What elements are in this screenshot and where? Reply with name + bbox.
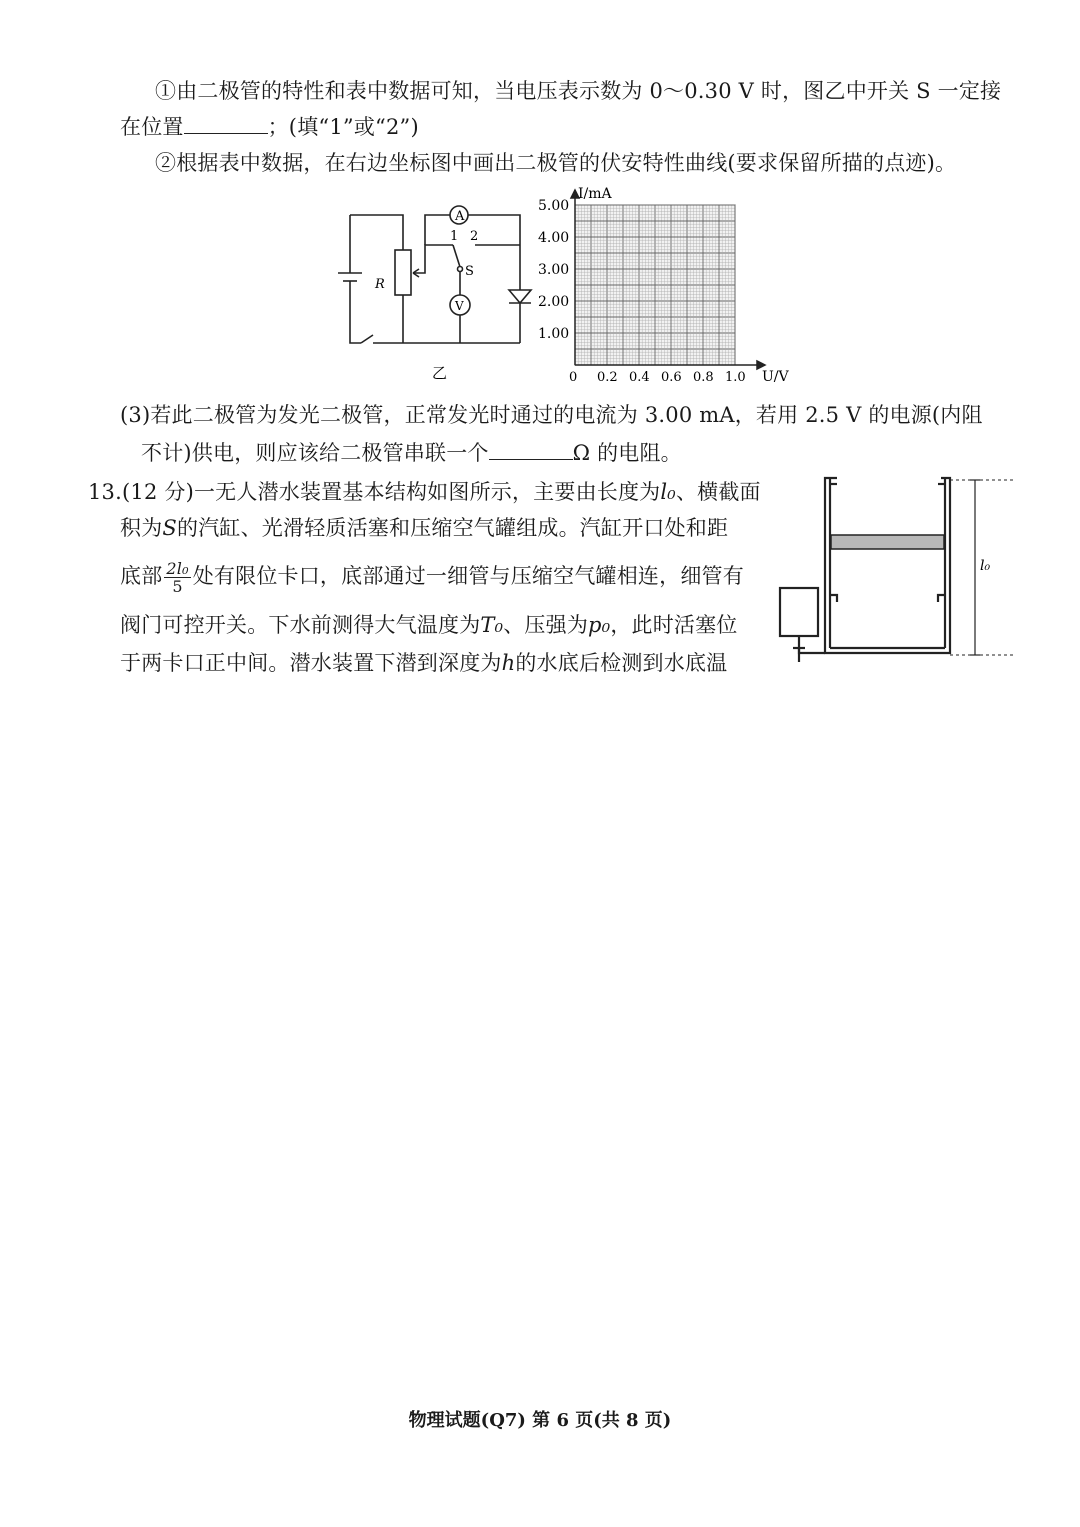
x-tick-label: 0.6: [661, 370, 682, 385]
x-tick-label: 0: [569, 370, 578, 385]
q13-line5: 于两卡口正中间。潜水装置下潜到深度为h的水底后检测到水底温: [120, 651, 728, 675]
fraction-2l0-over-5: $\frac{\text{2l₀}}{5}$: [166, 559, 189, 596]
x-tick-label: 0.4: [629, 370, 650, 385]
q13-line1: 13.(12 分)一无人潜水装置基本结构如图所示，主要由长度为l₀、横截面: [88, 480, 761, 504]
q13-line4: 阀门可控开关。下水前测得大气温度为T₀、压强为p₀，此时活塞位: [120, 613, 738, 637]
page-footer: 物理试题(Q7) 第 6 页(共 8 页): [408, 1410, 672, 1431]
y-tick-label: 3.00: [538, 262, 570, 278]
x-axis-arrow: [757, 361, 765, 369]
x-tick-label: 0.8: [693, 370, 714, 385]
resistor-label: R: [375, 277, 385, 292]
x-tick-label: 0.2: [597, 370, 618, 385]
voltmeter-label: V: [455, 299, 464, 313]
iu-chart[interactable]: [530, 183, 790, 388]
y-tick-label: 2.00: [538, 294, 570, 310]
answer-blank-position[interactable]: [184, 111, 268, 134]
x-tick-label: 1.0: [725, 370, 746, 385]
circuit-diagram: [335, 195, 535, 385]
ammeter-label: A: [455, 209, 465, 224]
q13-line2: 积为S的汽缸、光滑轻质活塞和压缩空气罐组成。汽缸开口处和距: [120, 516, 729, 540]
y-tick-label: 5.00: [538, 198, 570, 214]
q13-line3: 底部 $\frac{\text{2l₀}}{5}$ 处有限位卡口，底部通过一细管与压缩空气罐相连，细管有: [120, 559, 744, 596]
q12-item2: ②根据表中数据，在右边坐标图中画出二极管的伏安特性曲线(要求保留所描的点迹)。: [155, 151, 957, 175]
q12-item1-line1: ①由二极管的特性和表中数据可知，当电压表示数为 0～0.30 V 时，图乙中开关 S 一定接: [155, 79, 1002, 103]
q12-part3-line2: 不计)供电，则应该给二极管串联一个 Ω 的电阻。: [141, 437, 682, 468]
y-tick-label: 4.00: [538, 230, 570, 246]
switch-label: S: [465, 264, 474, 279]
y-tick-label: 1.00: [538, 326, 570, 342]
q12-item1-line2: 在位置 ；(填“1”或“2”): [120, 111, 419, 142]
length-label: l₀: [980, 558, 991, 574]
switch-pos1-label: 1: [450, 229, 459, 244]
circuit-caption: 乙: [432, 364, 448, 382]
q12-part3-line1: (3)若此二极管为发光二极管，正常发光时通过的电流为 3.00 mA，若用 2.5 V 的电源(内阻: [120, 403, 983, 427]
x-axis-label: U/V: [762, 369, 789, 385]
piston: [831, 535, 944, 549]
switch-pos2-label: 2: [470, 229, 479, 244]
answer-blank-resistor[interactable]: [489, 437, 573, 460]
y-axis-label: I/mA: [578, 186, 612, 202]
cylinder-diagram: [775, 470, 1025, 675]
